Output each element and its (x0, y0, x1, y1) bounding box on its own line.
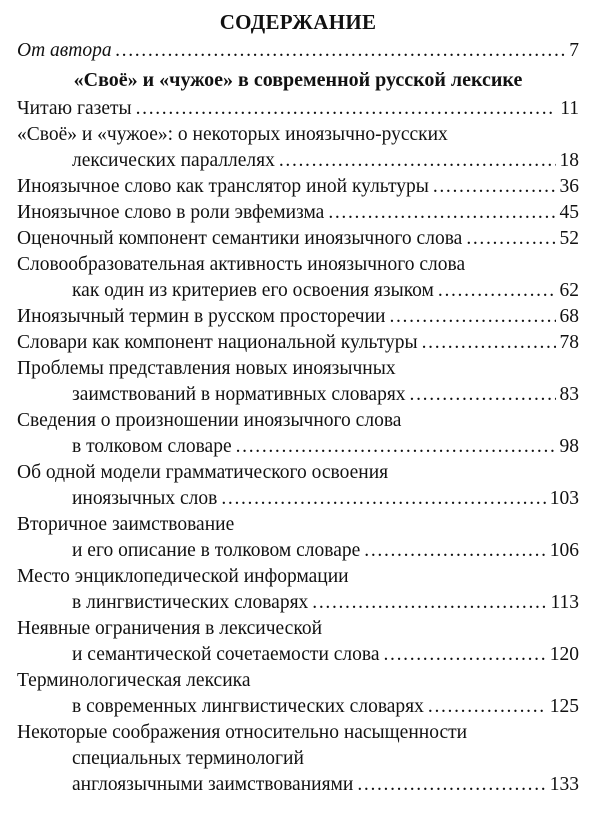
dot-leader (236, 434, 556, 460)
toc-entry-line (17, 278, 579, 304)
toc-entry-line (17, 512, 579, 538)
dot-leader (357, 772, 545, 798)
toc-page-number: 52 (559, 228, 579, 249)
toc-entry[interactable] (17, 408, 579, 460)
toc-entry-title: и его описание в толковом словаре (72, 540, 361, 561)
dot-leader (428, 694, 546, 720)
dot-leader (364, 538, 545, 564)
toc-entry-title: Вторичное заимствование (17, 514, 235, 535)
toc-page-number: 98 (559, 436, 579, 457)
toc-entry-title: Читаю газеты (17, 98, 132, 119)
toc-entry-line (17, 148, 579, 174)
toc-page-number: 83 (559, 384, 579, 405)
toc-entry[interactable] (17, 330, 579, 356)
toc-page-number: 133 (549, 774, 579, 795)
toc-entry[interactable] (17, 252, 579, 304)
toc-entry-line (17, 460, 579, 486)
dot-leader (312, 590, 546, 616)
toc-entry-title: англоязычными заимствованиями (72, 774, 354, 795)
toc-page-number: 106 (549, 540, 579, 561)
dot-leader (389, 304, 555, 330)
toc-entry[interactable] (17, 720, 579, 798)
dot-leader (466, 226, 555, 252)
toc-entry-line (17, 122, 579, 148)
toc-entry-title: Проблемы представления новых иноязычных (17, 358, 396, 379)
toc-entry-title: и семантической сочетаемости слова (72, 644, 380, 665)
toc-entry-title: Об одной модели грамматического освоения (17, 462, 389, 483)
toc-page-number: 18 (559, 150, 579, 171)
toc-entry-title: в лингвистических словарях (72, 592, 309, 613)
section-title: «Своё» и «чужое» в современной русской лексике (73, 69, 523, 91)
toc-entry-line (17, 252, 579, 278)
toc-entry-line (17, 616, 579, 642)
toc-entry-line (17, 330, 579, 356)
toc-page-number: 120 (549, 644, 579, 665)
toc-entry-title: Иноязычное слово как транслятор иной культуры (17, 176, 429, 197)
page-title: СОДЕРЖАНИЕ (219, 10, 377, 34)
toc-page-number: 62 (559, 280, 579, 301)
toc-entry-title: Место энциклопедической информации (17, 566, 349, 587)
toc-entry-list (17, 96, 579, 798)
dot-leader (410, 382, 556, 408)
toc-entry-title: Иноязычный термин в русском просторечии (17, 306, 386, 327)
toc-entry[interactable] (17, 460, 579, 512)
toc-entry-line (17, 96, 579, 122)
dot-leader (438, 278, 556, 304)
toc-entry-title: заимствований в нормативных словарях (72, 384, 406, 405)
toc-page-number: 36 (559, 176, 579, 197)
toc-entry-line (17, 382, 579, 408)
toc-page-number: 125 (549, 696, 579, 717)
toc-entry-line (17, 226, 579, 252)
toc-entry-title: иноязычных слов (72, 488, 218, 509)
toc-entry[interactable] (17, 616, 579, 668)
toc-entry-title: в толковом словаре (72, 436, 232, 457)
toc-entry-title: специальных терминологий (72, 748, 304, 769)
toc-entry[interactable] (17, 512, 579, 564)
toc-entry-title: Некоторые соображения относительно насыщенности (17, 722, 468, 743)
dot-leader (116, 38, 566, 64)
toc-entry[interactable] (17, 226, 579, 252)
dot-leader (433, 174, 556, 200)
toc-entry-line (17, 174, 579, 200)
toc-entry-line (17, 694, 579, 720)
toc-page-number: 7 (569, 40, 579, 61)
toc-entry[interactable] (17, 564, 579, 616)
dot-leader (422, 330, 556, 356)
toc-entry-title: Словообразовательная активность иноязычного слова (17, 254, 466, 275)
toc-entry-line (17, 772, 579, 798)
toc-entry-line (17, 538, 579, 564)
dot-leader (279, 148, 556, 174)
toc-entry-line (17, 720, 579, 746)
dot-leader (221, 486, 545, 512)
toc-entry-title: Словари как компонент национальной культуры (17, 332, 418, 353)
toc-page-number: 103 (549, 488, 579, 509)
toc-page-number: 78 (559, 332, 579, 353)
toc-entry-line (17, 486, 579, 512)
toc-page-number: 113 (550, 592, 579, 613)
toc-page-number: 45 (559, 202, 579, 223)
toc-entry-title: Неявные ограничения в лексической (17, 618, 323, 639)
toc-entry-line (17, 408, 579, 434)
toc-entry-line (17, 746, 579, 772)
toc-entry-line (17, 200, 579, 226)
toc-entry[interactable] (17, 200, 579, 226)
dot-leader (384, 642, 546, 668)
toc-entry[interactable] (17, 304, 579, 330)
toc-entry-title: «Своё» и «чужое»: о некоторых иноязычно-русских (17, 124, 448, 145)
dot-leader (328, 200, 555, 226)
toc-entry-title: лексических параллелях (72, 150, 275, 171)
toc-entry-line (17, 564, 579, 590)
toc-entry[interactable] (17, 174, 579, 200)
toc-entry-title: Терминологическая лексика (17, 670, 251, 691)
toc-entry-title: Иноязычное слово в роли эвфемизма (17, 202, 325, 223)
toc-page-number: 68 (559, 306, 579, 327)
toc-entry-title: От автора (17, 40, 112, 61)
toc-entry[interactable] (17, 96, 579, 122)
toc-entry[interactable] (17, 356, 579, 408)
toc-entry-title: как один из критериев его освоения языком (72, 280, 434, 301)
toc-entry-line (17, 434, 579, 460)
toc-entry-author[interactable] (17, 38, 579, 64)
toc-entry-line (17, 304, 579, 330)
toc-page-number: 11 (560, 98, 579, 119)
toc-entry-title: в современных лингвистических словарях (72, 696, 424, 717)
toc-entry-title: Сведения о произношении иноязычного слова (17, 410, 402, 431)
toc-entry-line (17, 590, 579, 616)
toc-entry[interactable] (17, 668, 579, 720)
toc-entry[interactable] (17, 122, 579, 174)
toc-entry-title: Оценочный компонент семантики иноязычного слова (17, 228, 463, 249)
dot-leader (136, 96, 557, 122)
toc-entry-line (17, 356, 579, 382)
toc-entry-line (17, 668, 579, 694)
toc-entry-line (17, 642, 579, 668)
